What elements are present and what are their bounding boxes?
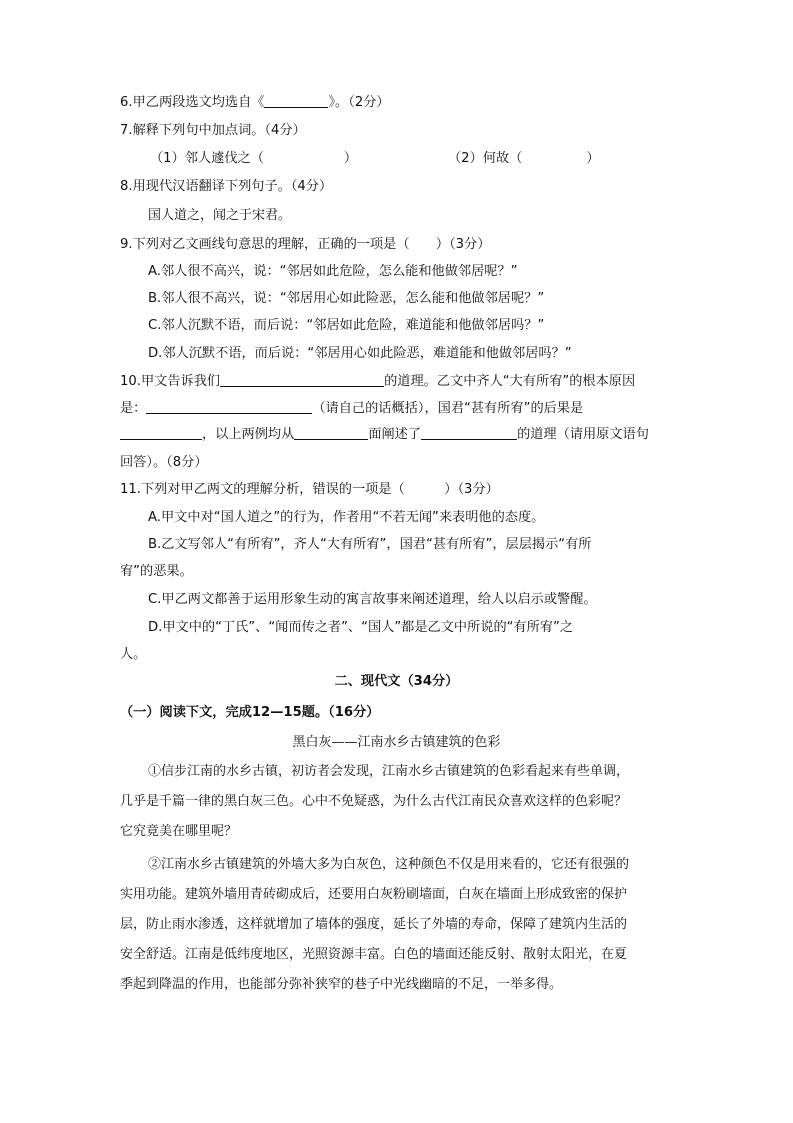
paragraph-1-line-3: 它究竟美在哪里呢？ bbox=[120, 824, 238, 839]
q11-option-b-cont: 宥”的恶果。 bbox=[120, 564, 193, 579]
answer-blank[interactable] bbox=[146, 400, 312, 414]
question-10-line-2 bbox=[120, 400, 583, 418]
q11-option-d: D.甲文中的“丁氏”、“闻而传之者”、“国人”都是乙文中所说的“有所宥”之 bbox=[148, 620, 574, 635]
question-9-title: 9.下列对乙文画线句意思的理解，正确的一项是（ ）（3分） bbox=[120, 237, 491, 252]
q7-item2-text: （2）何故（ bbox=[448, 151, 523, 166]
option-b: B.邻人很不高兴，说：“邻居用心如此险恶，怎么能和他做邻居呢？” bbox=[148, 291, 545, 306]
q11-option-b: B.乙文写邻人“有所宥”，齐人“大有所宥”，国君“甚有所宥”，层层揭示“有所 bbox=[148, 537, 592, 552]
answer-blank[interactable] bbox=[294, 426, 368, 440]
article-title: 黑白灰——江南水乡古镇建筑的色彩 bbox=[292, 735, 501, 750]
question-10-line-1 bbox=[120, 373, 635, 391]
q11-option-c: C.甲乙两文都善于运用形象生动的寓言故事来阐述道理，给人以启示或警醒。 bbox=[148, 592, 597, 607]
question-7-item-2 bbox=[448, 150, 600, 168]
question-10-line-3 bbox=[120, 426, 649, 444]
q10-text: 是： bbox=[120, 401, 147, 416]
answer-blank[interactable] bbox=[264, 94, 328, 108]
q10-text: 的道理（请用原文语句 bbox=[517, 427, 649, 442]
q10-text: 的道理。乙文中齐人“大有所宥”的根本原因 bbox=[384, 374, 636, 389]
q10-text: 面阐述了 bbox=[368, 427, 422, 442]
paragraph-2-line-2: 实用功能。建筑外墙用青砖砌成后，还要用白灰粉刷墙面，白灰在墙面上形成致密的保护 bbox=[120, 887, 628, 902]
q7-item1-text: （1）邻人遽伐之（ bbox=[150, 151, 264, 166]
question-6 bbox=[120, 94, 390, 112]
q7-paren: ） bbox=[343, 151, 358, 166]
answer-blank[interactable] bbox=[220, 373, 384, 387]
paragraph-2-line-1: ②江南水乡古镇建筑的外墙大多为白灰色，这种颜色不仅是用来看的，它还有很强的 bbox=[148, 857, 630, 872]
q10-text: 10.甲文告诉我们 bbox=[120, 374, 221, 389]
question-8-title: 8.用现代汉语翻译下列句子。（4分） bbox=[120, 179, 333, 194]
paragraph-1-line-2: 几乎是千篇一律的黑白灰三色。心中不免疑惑，为什么古代江南民众喜欢这样的色彩呢？ bbox=[120, 794, 628, 809]
answer-blank[interactable] bbox=[120, 426, 202, 440]
question-10-line-4: 回答）。（8分） bbox=[120, 455, 208, 470]
q10-text: ，以上两例均从 bbox=[202, 427, 295, 442]
question-7-item-1 bbox=[150, 150, 357, 168]
question-7-title: 7.解释下列句中加点词。（4分） bbox=[120, 123, 306, 138]
paragraph-1-line-1: ①信步江南的水乡古镇，初访者会发现，江南水乡古镇建筑的色彩看起来有些单调， bbox=[148, 764, 630, 779]
option-c: C.邻人沉默不语，而后说：“邻居如此危险，难道能和他做邻居吗？” bbox=[148, 318, 545, 333]
q11-option-a: A.甲文中对“国人道之”的行为，作者用“不若无闻”来表明他的态度。 bbox=[148, 510, 545, 525]
paragraph-2-line-4: 安全舒适。江南是低纬度地区，光照资源丰富。白色的墙面还能反射、散射太阳光，在夏 bbox=[120, 947, 628, 962]
paragraph-2-line-3: 层，防止雨水渗透，这样就增加了墙体的强度，延长了外墙的寿命，保障了建筑内生活的 bbox=[120, 917, 628, 932]
q7-paren: ） bbox=[586, 151, 600, 166]
q10-text: （请自己的话概括），国君“甚有所宥”的后果是 bbox=[312, 401, 584, 416]
option-a: A.邻人很不高兴，说：“邻居如此危险，怎么能和他做邻居呢？” bbox=[148, 264, 518, 279]
paragraph-2-line-5: 季起到降温的作用，也能部分弥补狭窄的巷子中光线幽暗的不足，一举多得。 bbox=[120, 977, 563, 992]
answer-blank[interactable] bbox=[421, 426, 517, 440]
section-heading: 二、现代文（34分） bbox=[334, 674, 459, 689]
question-8-sentence: 国人道之，闻之于宋君。 bbox=[148, 208, 292, 223]
question-11-title: 11.下列对甲乙两文的理解分析，错误的一项是（ ）（3分） bbox=[120, 482, 499, 497]
reading-instructions: （一）阅读下文，完成12—15题。（16分） bbox=[120, 705, 380, 720]
option-d: D.邻人沉默不语，而后说：“邻居用心如此险恶，难道能和他做邻居吗？” bbox=[148, 346, 572, 361]
q6-text: 6.甲乙两段选文均选自《 bbox=[120, 95, 265, 110]
q6-score: 》。（2分） bbox=[328, 95, 390, 110]
q11-option-d-cont: 人。 bbox=[120, 647, 147, 662]
